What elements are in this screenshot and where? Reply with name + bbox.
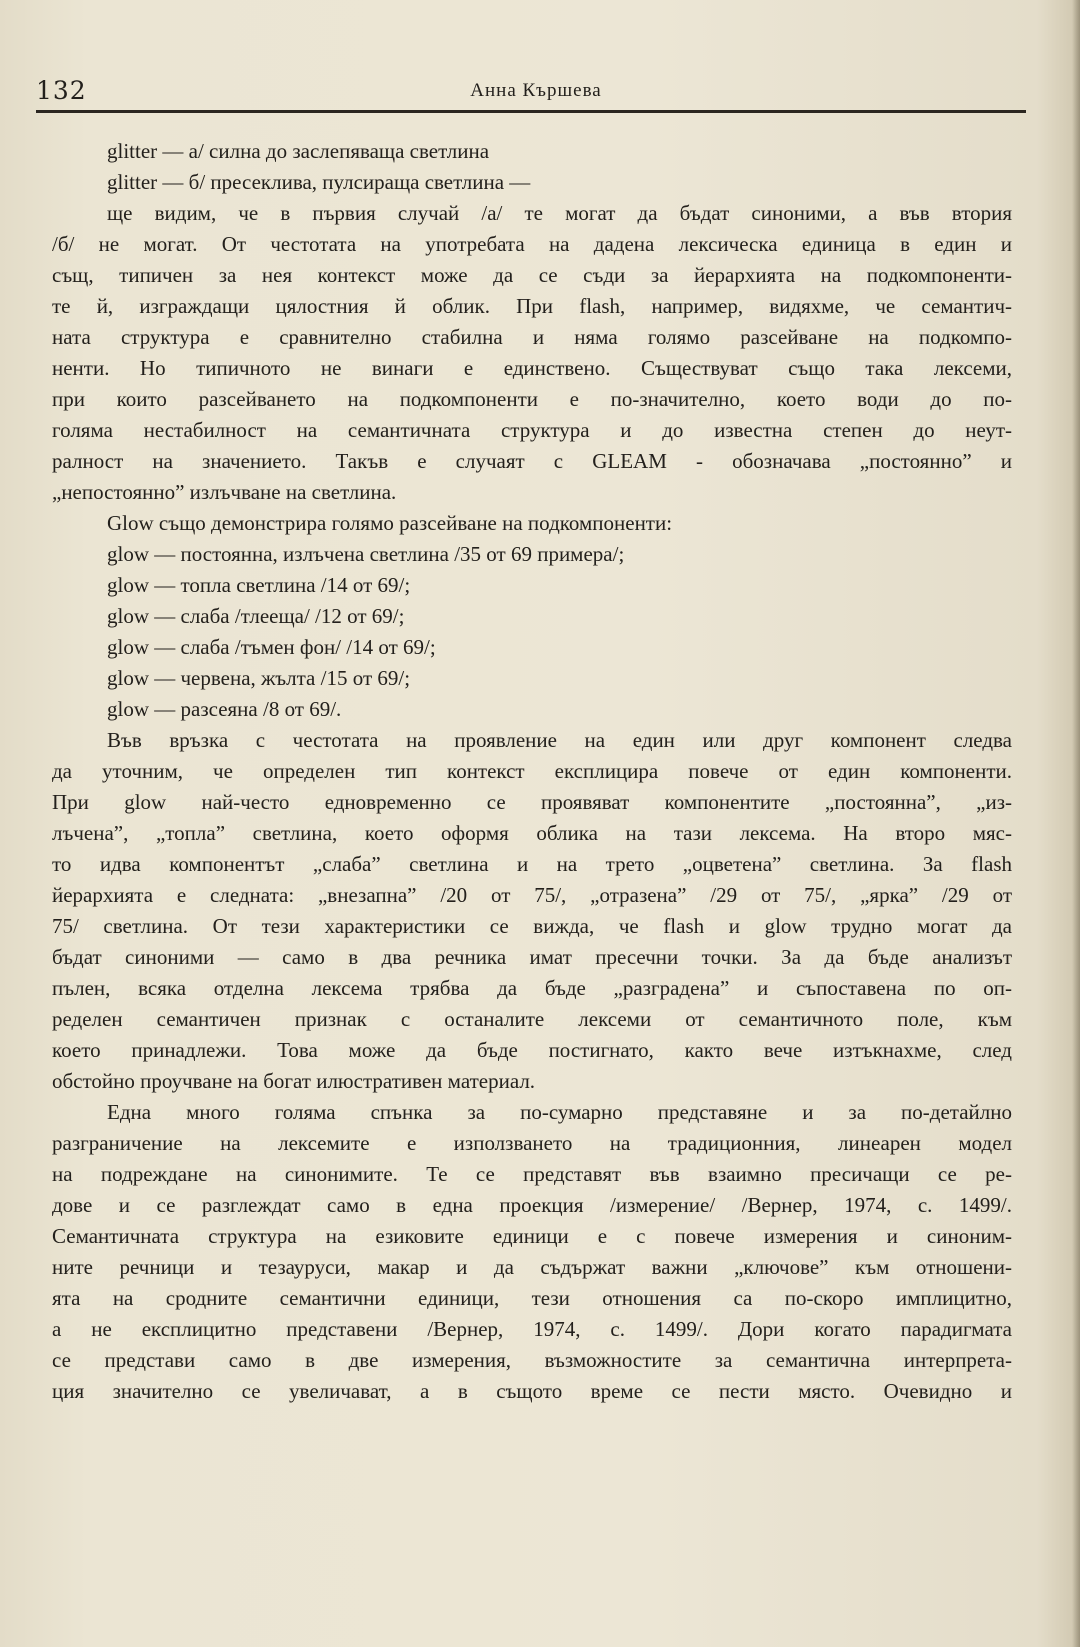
text-line: ределен семантичен признак с останалите лексеми от семантичното поле, към — [52, 1007, 1012, 1031]
text-line: „непостоянно” излъчване на светлина. — [52, 480, 397, 504]
text-line: при които разсейването на подкомпоненти е по-значително, което води до по- — [52, 387, 1012, 411]
text-line: Glow също демонстрира голямо разсейване на подкомпоненти: — [107, 511, 673, 535]
page-header — [36, 72, 1036, 106]
text-line: на подреждане на синонимите. Те се представят във взаимно пресичащи се ре- — [52, 1162, 1012, 1186]
text-line: /б/ не могат. От честотата на употребата на дадена лексическа единица в един и — [52, 232, 1012, 256]
text-line: йерархията е следната: „внезапна” /20 от 75/, „отразена” /29 от 75/, „ярка” /29 от — [52, 883, 1012, 907]
text-line: голяма нестабилност на семантичната структура и до известна степен до неут- — [52, 418, 1012, 442]
text-line: те й, изграждащи цялостния й облик. При flash, например, видяхме, че семантич- — [52, 294, 1012, 318]
text-line: същ, типичен за нея контекст може да се съди за йерархията на подкомпоненти- — [52, 263, 1012, 287]
page-number: 132 — [36, 76, 87, 105]
body-text — [52, 136, 1012, 1407]
text-line: glow — разсеяна /8 от 69/. — [107, 697, 342, 721]
text-line: ната структура е сравнително стабилна и няма голямо разсейване на подкомпо- — [52, 325, 1012, 349]
header-rule — [36, 110, 1026, 113]
text-line: glow — слаба /тъмен фон/ /14 от 69/; — [107, 635, 436, 659]
text-line: бъдат синоними — само в два речника имат пресечни точки. За да бъде анализът — [52, 945, 1012, 969]
text-line: Една много голяма спънка за по-сумарно представяне и за по-детайлно — [107, 1100, 1012, 1124]
text-line: лъчена”, „топла” светлина, което оформя облика на тази лексема. На второ мяс- — [52, 821, 1012, 845]
text-line: glow — постоянна, излъчена светлина /35 от 69 примера/; — [107, 542, 625, 566]
running-head-author: Анна Кършева — [470, 80, 602, 101]
text-line: дове и се разглеждат само в една проекция /измерение/ /Вернер, 1974, с. 1499/. — [52, 1193, 1012, 1217]
text-line: ралност на значението. Такъв е случаят с GLEAM - обозначава „постоянно” и — [52, 449, 1012, 473]
text-line: glitter — б/ пресеклива, пулсираща светлина — — [107, 170, 531, 194]
text-line: Във връзка с честотата на проявление на един или друг компонент следва — [107, 728, 1012, 752]
text-line: При glow най-често едновременно се проявяват компонентите „постоянна”, „из- — [52, 790, 1012, 814]
text-line: ните речници и тезауруси, макар и да съдържат важни „ключове” към отношени- — [52, 1255, 1012, 1279]
text-line: ще видим, че в първия случай /а/ те могат да бъдат синоними, а във втория — [107, 201, 1012, 225]
text-line: обстойно проучване на богат илюстративен материал. — [52, 1069, 536, 1093]
text-line: а не експлицитно представени /Вернер, 1974, с. 1499/. Дори когато парадигмата — [52, 1317, 1012, 1341]
text-line: да уточним, че определен тип контекст експлицира повече от един компоненти. — [52, 759, 1012, 783]
text-line: glow — слаба /тлееща/ /12 от 69/; — [107, 604, 405, 628]
text-line: ята на сродните семантични единици, тези отношения са по-скоро имплицитно, — [52, 1286, 1012, 1310]
text-line: glitter — а/ силна до заслепяваща светлина — [107, 139, 490, 163]
text-line: се представи само в две измерения, възможностите за семантична интерпрета- — [52, 1348, 1012, 1372]
text-line: ненти. Но типичното не винаги е единствено. Съществуват също така лексеми, — [52, 356, 1012, 380]
text-line: Семантичната структура на езиковите единици е с повече измерения и синоним- — [52, 1224, 1012, 1248]
text-line: glow — топла светлина /14 от 69/; — [107, 573, 411, 597]
text-line: 75/ светлина. От тези характеристики се вижда, че flash и glow трудно могат да — [52, 914, 1012, 938]
text-line: разграничение на лексемите е използването на традиционния, линеарен модел — [52, 1131, 1012, 1155]
text-line: ция значително се увеличават, а в същото време се пести място. Очевидно и — [52, 1379, 1012, 1403]
text-line: което принадлежи. Това може да бъде постигнато, както вече изтъкнахме, след — [52, 1038, 1012, 1062]
text-line: то идва компонентът „слаба” светлина и на трето „оцветена” светлина. За flash — [52, 852, 1012, 876]
page-edge-shadow — [1072, 0, 1080, 1647]
text-line: glow — червена, жълта /15 от 69/; — [107, 666, 411, 690]
text-line: пълен, всяка отделна лексема трябва да бъде „разградена” и съпоставена по оп- — [52, 976, 1012, 1000]
